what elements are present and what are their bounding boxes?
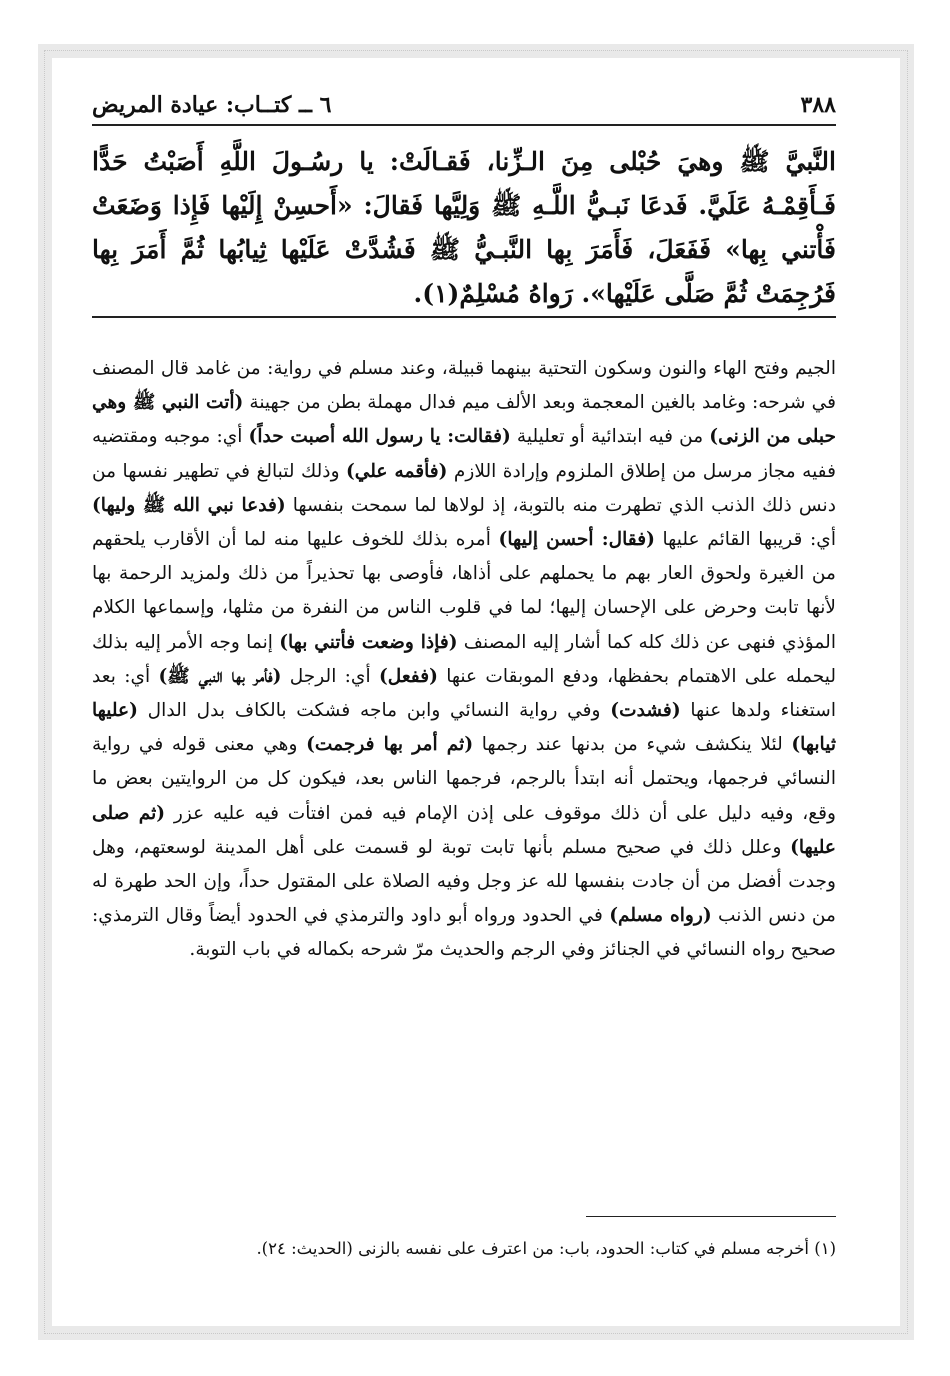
commentary-text: وعلل ذلك في صحيح مسلم بأنها تابت توبة لو قسمت على أهل المدينة لوسعتهم، وهل وجدت أفضل من أن جادت بنفسها لله عز وجل وفيه الصلاة على المقتول حداً، وإن الحد طهرة له من دنس الذنب [92,836,837,927]
quoted-phrase: (فقالت: يا رسول الله أصبت حداً) [248,426,511,448]
commentary-text: أي: بعد استغناء ولدها عنها [92,665,836,722]
chapter-title: ٦ ــ كتــاب: عيادة المريض [92,92,332,118]
commentary-text: وفي رواية النسائي وابن ماجه فشكت بالكاف بدل الدال [137,700,611,722]
commentary-text: وذلك لتبالغ في تطهير نفسها من دنس ذلك الذنب الذي تطهرت منه بالتوبة، إذ لولاها لما سمحت بنفسها [92,460,836,516]
commentary-block [92,352,836,968]
quoted-phrase: (ثم أمر بها فرجمت) [306,734,474,756]
quoted-phrase: (فإذا وضعت فأتني بها) [279,631,458,653]
commentary-text: أي: موجبه ومقتضيه ففيه مجاز مرسل من إطلاق الملزوم وإرادة اللازم [92,426,836,482]
commentary-text: أمره بذلك للخوف عليها منه لما أن الأقارب يلحقهم من الغيرة ولحوق العار بهم ما يحملهم على أذاها، فأوصى بها تحذيراً من ذلك ولمزيد الرحمة بها لأنها تابت وحرض على الإحسان إليها؛ لما في قلوب الناس من النفرة من مثلها، وإسماعها الكلام المؤذي فنهى عن ذلك كله كما أشار إليه المصنف [92,529,836,653]
commentary-text: لئلا ينكشف شيء من بدنها عند رجمها [473,734,792,756]
header-rule [92,124,836,126]
commentary-text: من فيه ابتدائية أو تعليلية [510,426,710,448]
quoted-phrase: (فشدت) [610,700,681,722]
section-divider [92,316,836,318]
commentary-text: في الحدود ورواه أبو داود والترمذي في الحدود أيضاً وقال الترمذي: صحيح رواه النسائي في الجنائز وفي الرجم والحديث مرّ شرحه بكماله في باب التوبة. [92,905,836,961]
quoted-phrase: (أتت النبي ﷺ وهي حبلى من الزنى) [92,392,836,448]
book-page [92,86,836,1276]
quoted-phrase: (فأمر بها النبي ﷺ) [158,665,282,687]
quoted-phrase: (فدعا نبي الله ﷺ وليها) [92,494,286,516]
quoted-phrase: (فأقمه علي) [345,460,448,482]
running-header [92,86,836,124]
commentary-text: الجيم وفتح الهاء والنون وسكون التحتية بينهما قبيلة، وعند مسلم في رواية: من غامد قال المصنف في شرحه: وغامد بالغين المعجمة وبعد الألف ميم فدال مهملة بطن من جهينة [92,358,836,414]
commentary-text: أي: الرجل [281,665,379,687]
hadith-text: النَّبيَّ ﷺ وهيَ حُبْلى مِنَ الـزِّنا، فَقـالَتْ: يا رسُـولَ اللَّهِ أَصَبْتُ حَدًّا فَـأَقِمْـهُ عَلَيَّ. فَدعَا نَبـيُّ اللَّـهِ ﷺ وَلِيَّها فَقالَ: «أَحسِنْ إِلَيْها فَإِذا وَضَعَتْ فَأْتني بِها» فَفَعَلَ، فَأَمَرَ بِها النَّبـيُّ ﷺ فَشُدَّتْ عَلَيْها ثِيابُها ثُمَّ أَمَرَ بِها فَرُجِمَتْ ثُمَّ صَلَّى عَلَيْها». رَواهُ مُسْلِمٌ(١). [92,147,836,308]
footnote-rule [586,1216,836,1217]
footnote-text: (١) أخرجه مسلم في كتاب: الحدود، باب: من اعترف على نفسه بالزنى (الحديث: ٢٤). [256,1239,836,1258]
quoted-phrase: (عليها ثيابها) [92,700,837,756]
quoted-phrase: (ففعل) [378,665,438,687]
quoted-phrase: (رواه مسلم) [609,905,712,927]
commentary-text: أي: قريبها القائم عليها [654,529,836,551]
commentary-text: إنما وجه الأمر إليه بذلك ليحمله على الاهتمام بحفظها، ودفع الموبقات عنها [92,631,836,687]
commentary-text: وهي معنى قوله في رواية النسائي فرجمها، ويحتمل أنه ابتدأ بالرجم، فرجمها الناس بعد، فيكون كل من الروايتين بعض ما وقع، وفيه دليل على أن ذلك موقوف على إذن الإمام فيه فمن افتأت فيه عليه عزر [92,734,836,824]
hadith-text-block [92,140,836,316]
quoted-phrase: (فقال: أحسن إليها) [498,529,655,551]
quoted-phrase: (ثم صلى عليها) [92,802,836,858]
footnote [92,1236,836,1262]
commentary-paragraph [92,352,836,968]
page-number: ٣٨٨ [800,92,836,118]
